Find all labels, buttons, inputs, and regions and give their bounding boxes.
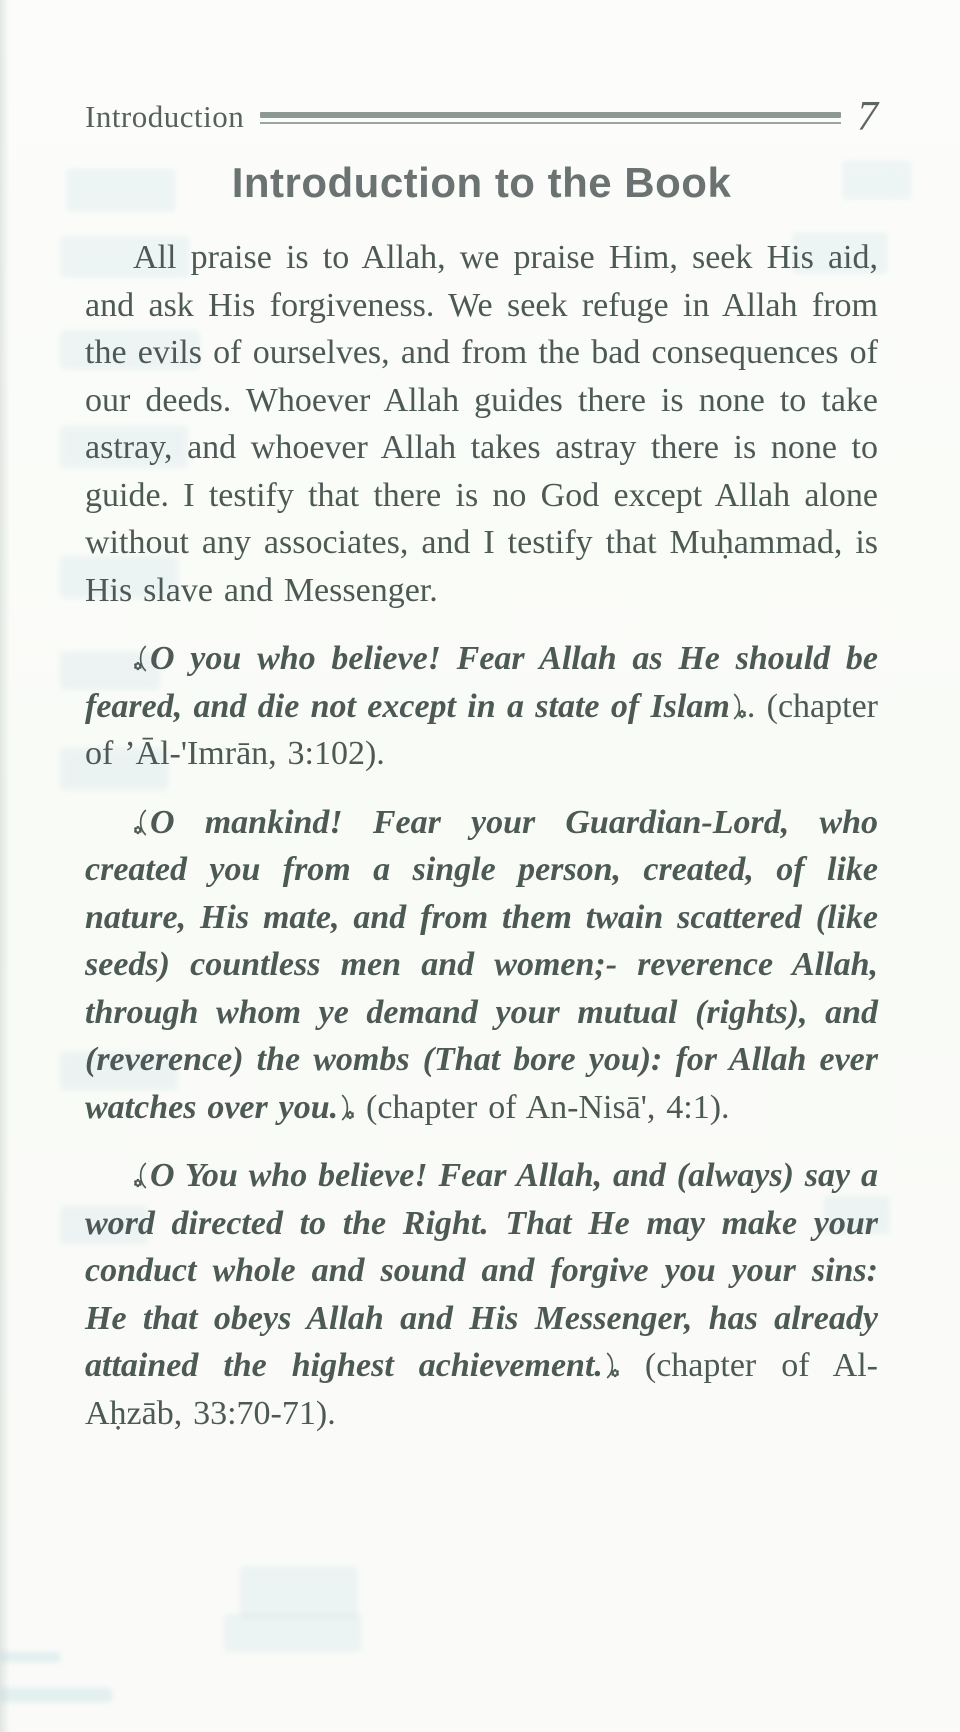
quote-paragraph <box>85 1152 878 1437</box>
header-rule <box>260 112 841 124</box>
page-title: Introduction to the Book <box>231 159 732 206</box>
ornate-quote-close-icon <box>340 1094 355 1121</box>
running-header <box>85 93 878 141</box>
ornate-quote-close-icon <box>732 693 747 720</box>
text-segment: O you who believe! Fear Allah as He should be feared, and die not except in a state of Islam <box>85 640 878 725</box>
ornate-quote-close-icon <box>605 1352 620 1379</box>
section-label: Introduction <box>85 99 245 134</box>
text-segment: O You who believe! Fear Allah, and (always) say a word directed to the Right. That He may make your conduct whole and sound and forgive you your sins: He that obeys Allah and His Messenger, has already attained the highest achievement. <box>85 1157 878 1384</box>
ornate-quote-open-icon <box>133 1162 148 1189</box>
quote-paragraph <box>85 799 878 1132</box>
ornate-quote-open-icon <box>133 809 148 836</box>
ornate-quote-open-icon <box>133 645 148 672</box>
page-number: 7 <box>857 94 878 140</box>
body-paragraph <box>85 234 878 614</box>
scan-edge-shadow <box>0 0 10 1732</box>
header-rule-thick-line <box>260 112 841 118</box>
text-segment: . (chapter of ’Āl-'Imrān, 3:102). <box>85 687 878 772</box>
text-segment: (chapter of An-Nisā', 4:1). <box>355 1088 730 1126</box>
text-segment: O mankind! Fear your Guardian-Lord, who created you from a single person, created, of like nature, His mate, and from them twain scattered (like seeds) countless men and women;- reverence Allah, through whom ye demand your mutual (rights), and (reverence) the wombs (That bore you): for Allah ever watches over you. <box>85 803 878 1126</box>
text-segment: All praise is to Allah, we praise Him, seek His aid, and ask His forgiveness. We seek refuge in Allah from the evils of ourselves, and from the bad consequences of our deeds. Whoever Allah guides there is none to take astray, and whoever Allah takes astray there is none to guide. I testify that there is no God except Allah alone without any associates, and I testify that Muḥammad, is His slave and Messenger. <box>85 239 878 609</box>
quote-paragraph <box>85 635 878 778</box>
header-rule-thin-line <box>260 122 841 124</box>
text-segment: (chapter of Al-Aḥzāb, 33:70-71). <box>85 1347 878 1432</box>
text-block <box>85 234 878 1437</box>
